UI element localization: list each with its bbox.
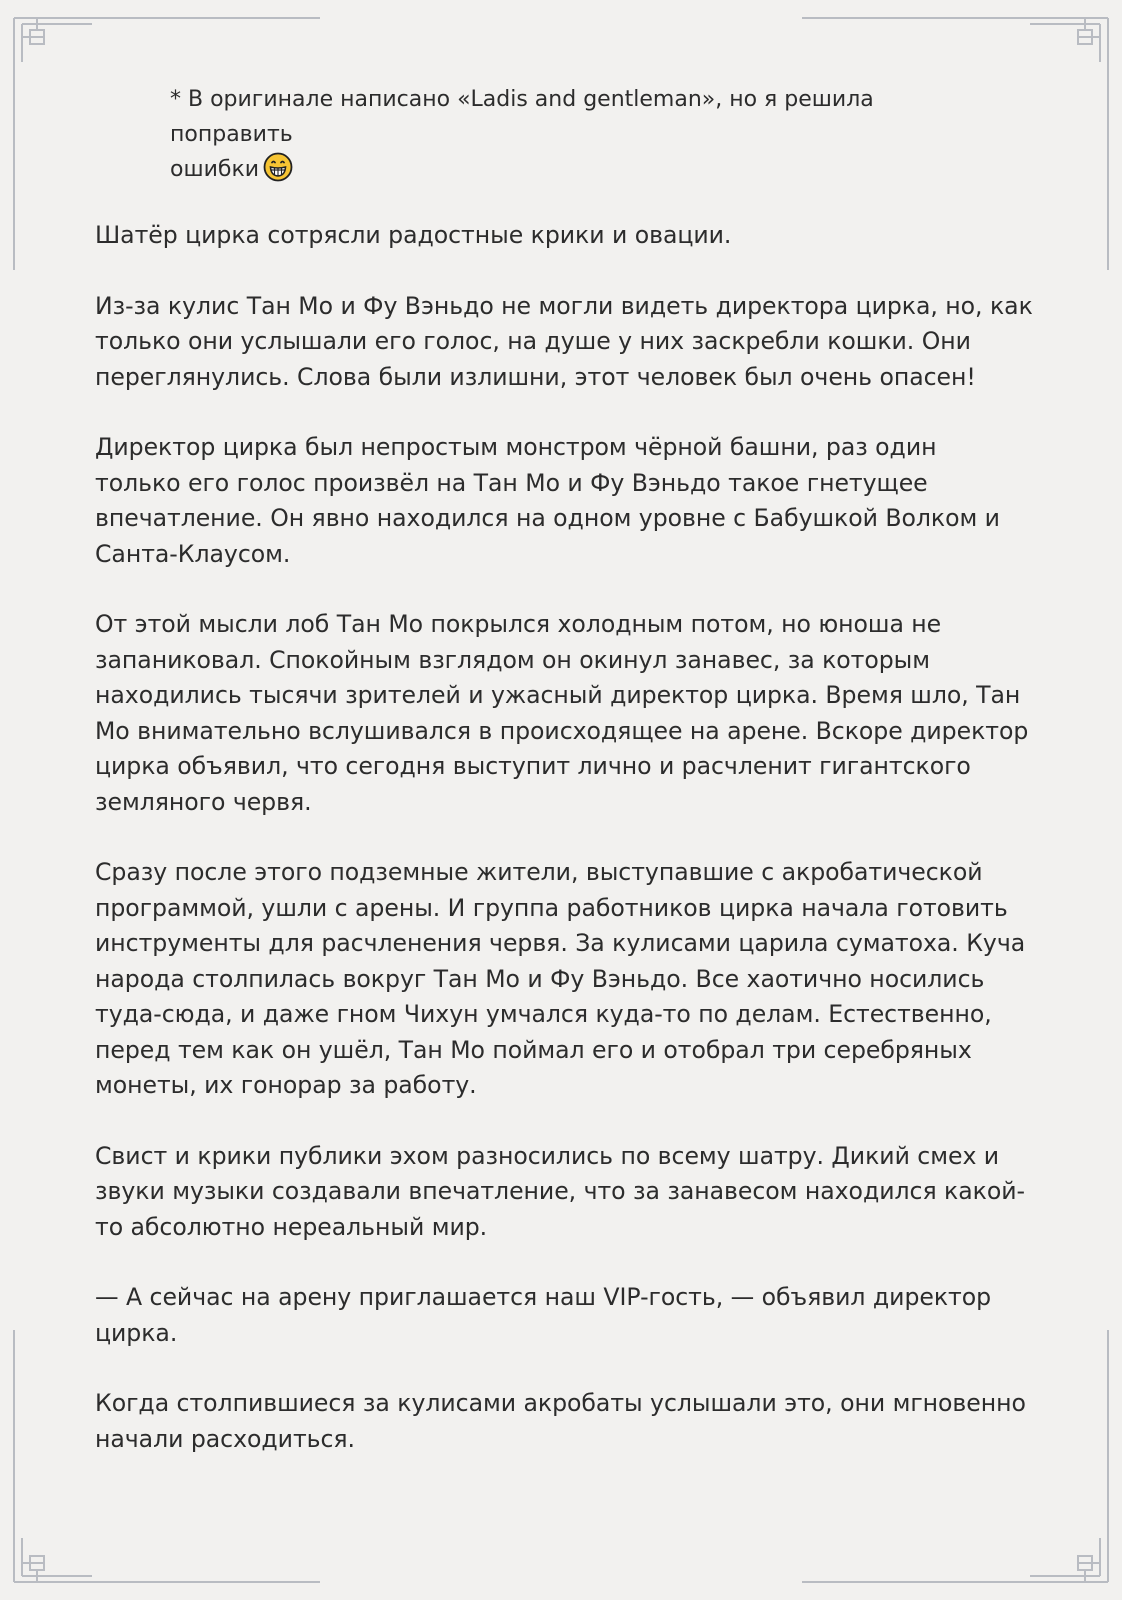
footnote-line-2: ошибки (170, 157, 260, 182)
paragraph-line: запаниковал. Спокойным взглядом он окинул занавес, за которым (95, 645, 931, 674)
paragraph-line: Сразу после этого подземные жители, выступавшие с акробатической (95, 858, 983, 886)
paragraph-line: программой, ушли с арены. И группа работников цирка начала готовить (95, 893, 1008, 922)
paragraph-line: только они услышали его голос, на душе у них заскребли кошки. Они (95, 327, 971, 355)
paragraph-7 (95, 1280, 1030, 1351)
paragraph-line: Когда столпившиеся за кулисами акробаты услышали это, они мгновенно (95, 1389, 1026, 1417)
paragraph-line: монеты, их гонорар за работу. (95, 1071, 477, 1099)
footnote-line-1: * В оригинале написано «Ladis and gentleman», но я решила поправить (170, 87, 874, 147)
paragraph-line: переглянулись. Слова были излишни, этот человек был очень опасен! (95, 362, 976, 391)
paragraph-3 (95, 430, 1030, 572)
paragraph-1 (95, 218, 1030, 254)
paragraph-6 (95, 1139, 1030, 1246)
grinning-face-icon (263, 152, 293, 182)
paragraph-line: находились тысячи зрителей и ужасный директор цирка. Время шло, Тан (95, 681, 1021, 709)
paragraph-8 (95, 1386, 1030, 1457)
paragraph-line: Директор цирка был непростым монстром чёрной башни, раз один (95, 433, 937, 461)
paragraph-2 (95, 289, 1033, 396)
paragraph-line: инструменты для расчленения червя. За кулисами царила суматоха. Куча (95, 929, 1026, 957)
translator-footnote (170, 82, 970, 187)
paragraph-line: От этой мысли лоб Тан Мо покрылся холодным потом, но юноша не (95, 610, 942, 638)
paragraph-line: Свист и крики публики эхом разносились по всему шатру. Дикий смех и (95, 1141, 1000, 1170)
paragraph-line: Шатёр цирка сотрясли радостные крики и овации. (95, 221, 732, 249)
paragraph-line: туда-сюда, и даже гном Чихун умчался куда-то по делам. Естественно, (95, 1000, 992, 1028)
paragraph-line: цирка. (95, 1318, 178, 1347)
paragraph-line: — А сейчас на арену приглашается наш VIP-гость, — объявил директор (95, 1283, 992, 1311)
paragraph-line: перед тем как он ушёл, Тан Мо поймал его и отобрал три серебряных (95, 1035, 972, 1064)
paragraph-line: цирка объявил, что сегодня выступит лично и расчленит гигантского (95, 752, 971, 780)
paragraph-line: только его голос произвёл на Тан Мо и Фу Вэньдо такое гнетущее (95, 468, 928, 497)
paragraph-5 (95, 855, 1030, 1104)
paragraph-line: народа столпилась вокруг Тан Мо и Фу Вэньдо. Все хаотично носились (95, 964, 985, 993)
paragraph-line: земляного червя. (95, 787, 312, 816)
paragraph-line: Санта-Клаусом. (95, 539, 291, 568)
paragraph-4 (95, 607, 1030, 820)
paragraph-line: то абсолютно нереальный мир. (95, 1212, 488, 1241)
document-body (95, 82, 1033, 1492)
paragraph-line: звуки музыки создавали впечатление, что за занавесом находился какой- (95, 1177, 1025, 1205)
paragraph-line: Мо внимательно вслушивался в происходящее на арене. Вскоре директор (95, 716, 1029, 745)
paragraph-line: впечатление. Он явно находился на одном уровне с Бабушкой Волком и (95, 504, 1000, 532)
paragraph-line: начали расходиться. (95, 1424, 356, 1453)
paragraph-line: Из-за кулис Тан Мо и Фу Вэньдо не могли видеть директора цирка, но, как (95, 291, 1033, 320)
